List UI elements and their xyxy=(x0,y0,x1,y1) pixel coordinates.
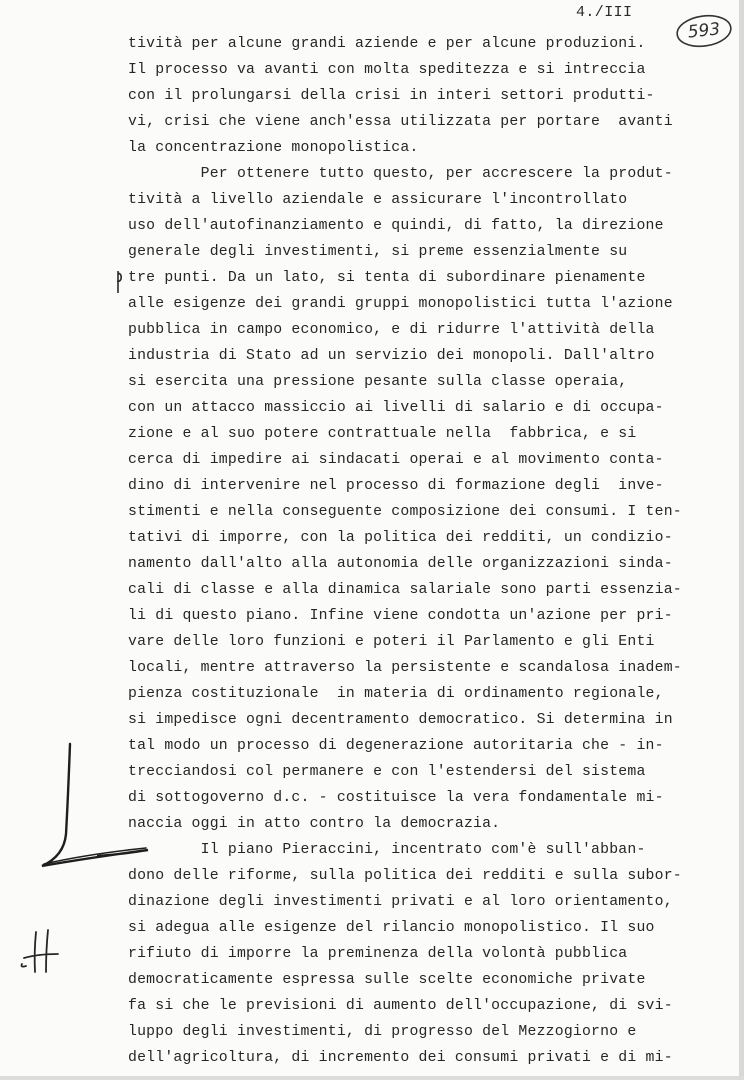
text-line: tività per alcune grandi aziende e per alcune produzioni. xyxy=(128,36,646,52)
archive-stamp-number: 593 xyxy=(686,19,722,43)
text-line: vi, crisi che viene anch'essa utilizzata per portare avanti xyxy=(128,114,673,130)
page-edge xyxy=(739,0,744,1080)
text-line: fa si che le previsioni di aumento dell'occupazione, di svi- xyxy=(128,998,673,1014)
text-line: industria di Stato ad un servizio dei monopoli. Dall'altro xyxy=(128,348,655,364)
margin-tick-mark xyxy=(112,268,126,296)
page-number: 4./III xyxy=(576,4,633,21)
text-line: locali, mentre attraverso la persistente e scandalosa inadem- xyxy=(128,660,682,676)
text-line: tal modo un processo di degenerazione autoritaria che - in- xyxy=(128,738,664,754)
text-line: vare delle loro funzioni e poteri il Parlamento e gli Enti xyxy=(128,634,655,650)
text-line: rifiuto di imporre la preminenza della volontà pubblica xyxy=(128,946,628,962)
text-line: dino di intervenire nel processo di formazione degli inve- xyxy=(128,478,664,494)
text-line: si esercita una pressione pesante sulla classe operaia, xyxy=(128,374,628,390)
text-line: con il prolungarsi della crisi in interi settori produtti- xyxy=(128,88,655,104)
archive-stamp xyxy=(674,12,734,50)
text-line: Il piano Pieraccini, incentrato com'è sull'abban- xyxy=(128,842,646,858)
text-line: alle esigenze dei grandi gruppi monopolistici tutta l'azione xyxy=(128,296,673,312)
text-line: cali di classe e alla dinamica salariale sono parti essenzia- xyxy=(128,582,682,598)
text-line: di sottogoverno d.c. - costituisce la vera fondamentale mi- xyxy=(128,790,664,806)
text-line: la concentrazione monopolistica. xyxy=(128,140,419,156)
text-line: con un attacco massiccio ai livelli di salario e di occupa- xyxy=(128,400,664,416)
text-line: dell'agricoltura, di incremento dei consumi privati e di mi- xyxy=(128,1050,673,1066)
text-line: cerca di impedire ai sindacati operai e al movimento conta- xyxy=(128,452,664,468)
text-line: zione e al suo potere contrattuale nella fabbrica, e si xyxy=(128,426,637,442)
text-line: dinazione degli investimenti privati e al loro orientamento, xyxy=(128,894,673,910)
text-line: Per ottenere tutto questo, per accrescere la produt- xyxy=(128,166,673,182)
text-line: li di questo piano. Infine viene condotta un'azione per pri- xyxy=(128,608,673,624)
page-edge xyxy=(0,1076,744,1080)
text-line: trecciandosi col permanere e con l'estendersi del sistema xyxy=(128,764,646,780)
text-line: tre punti. Da un lato, si tenta di subordinare pienamente xyxy=(128,270,646,286)
text-line: luppo degli investimenti, di progresso del Mezzogiorno e xyxy=(128,1024,637,1040)
text-line: tativi di imporre, con la politica dei redditi, un condizio- xyxy=(128,530,673,546)
body-text xyxy=(128,31,682,1071)
text-line: democraticamente espressa sulle scelte economiche private xyxy=(128,972,646,988)
text-line: pienza costituzionale in materia di ordinamento regionale, xyxy=(128,686,664,702)
text-line: si impedisce ogni decentramento democratico. Si determina in xyxy=(128,712,673,728)
text-line: pubblica in campo economico, e di ridurre l'attività della xyxy=(128,322,655,338)
text-line: naccia oggi in atto contro la democrazia. xyxy=(128,816,501,832)
text-line: stimenti e nella conseguente composizione dei consumi. I ten- xyxy=(128,504,682,520)
text-line: Il processo va avanti con molta speditezza e si intreccia xyxy=(128,62,646,78)
text-line: si adegua alle esigenze del rilancio monopolistico. Il suo xyxy=(128,920,655,936)
text-line: namento dall'alto alla autonomia delle organizzazioni sinda- xyxy=(128,556,673,572)
text-line: generale degli investimenti, si preme essenzialmente su xyxy=(128,244,628,260)
margin-handwritten-initial xyxy=(18,928,66,978)
text-line: tività a livello aziendale e assicurare l'incontrollato xyxy=(128,192,628,208)
text-line: dono delle riforme, sulla politica dei redditi e sulla subor- xyxy=(128,868,682,884)
text-line: uso dell'autofinanziamento e quindi, di fatto, la direzione xyxy=(128,218,664,234)
